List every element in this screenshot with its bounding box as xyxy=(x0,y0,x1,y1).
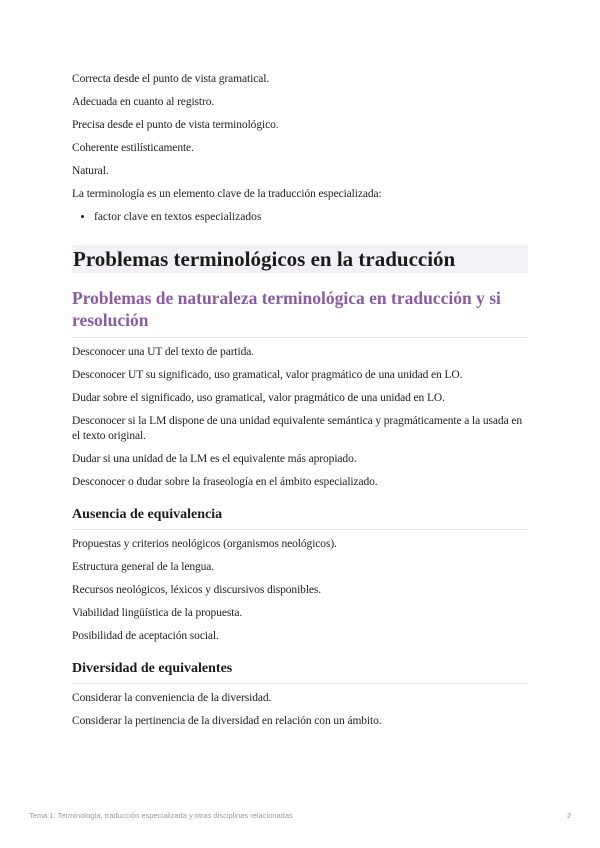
intro-line: La terminología es un elemento clave de la traducción especializada: xyxy=(72,188,382,200)
page-footer xyxy=(29,811,571,820)
ausencia-heading: Ausencia de equivalencia xyxy=(72,506,528,530)
intro-line: Adecuada en cuanto al registro. xyxy=(72,96,215,108)
intro-bullet-list xyxy=(72,210,528,225)
ausencia-line: Propuestas y criterios neológicos (organismos neológicos). xyxy=(72,538,337,550)
ausencia-line: Posibilidad de aceptación social. xyxy=(72,630,219,642)
subsection-title: Problemas de naturaleza terminológica en traducción y si resolución xyxy=(72,287,528,338)
subsection-line: Desconocer o dudar sobre la fraseología en el ámbito especializado. xyxy=(72,476,378,488)
subsection-line: Desconocer si la LM dispone de una unidad equivalente semántica y pragmáticamente a la usada en el texto original. xyxy=(72,415,523,442)
intro-line: Correcta desde el punto de vista gramatical. xyxy=(72,73,270,85)
ausencia-line: Viabilidad lingüística de la propuesta. xyxy=(72,607,243,619)
bullet-item: • factor clave en textos especializados xyxy=(94,210,528,225)
diversidad-heading: Diversidad de equivalentes xyxy=(72,660,528,684)
diversidad-line: Considerar la pertinencia de la diversidad en relación con un ámbito. xyxy=(72,715,382,727)
section-title: Problemas terminológicos en la traducción xyxy=(72,245,528,273)
intro-line: Coherente estilísticamente. xyxy=(72,142,194,154)
ausencia-line: Recursos neológicos, léxicos y discursivos disponibles. xyxy=(72,584,322,596)
ausencia-line: Estructura general de la lengua. xyxy=(72,561,215,573)
document-body xyxy=(72,72,528,737)
intro-line: Natural. xyxy=(72,165,109,177)
subsection-line: Desconocer una UT del texto de partida. xyxy=(72,346,255,358)
page-number: 2 xyxy=(566,811,571,820)
subsection-line: Dudar sobre el significado, uso gramatical, valor pragmático de una unidad en LO. xyxy=(72,392,445,404)
subsection-line: Desconocer UT su significado, uso gramatical, valor pragmático de una unidad en LO. xyxy=(72,369,463,381)
intro-line: Precisa desde el punto de vista terminológico. xyxy=(72,119,279,131)
subsection-line: Dudar si una unidad de la LM es el equivalente más apropiado. xyxy=(72,453,357,465)
footer-text: Tema 1: Terminología, traducción especializada y otras disciplinas relacionadas xyxy=(29,811,293,820)
diversidad-line: Considerar la conveniencia de la diversidad. xyxy=(72,692,272,704)
